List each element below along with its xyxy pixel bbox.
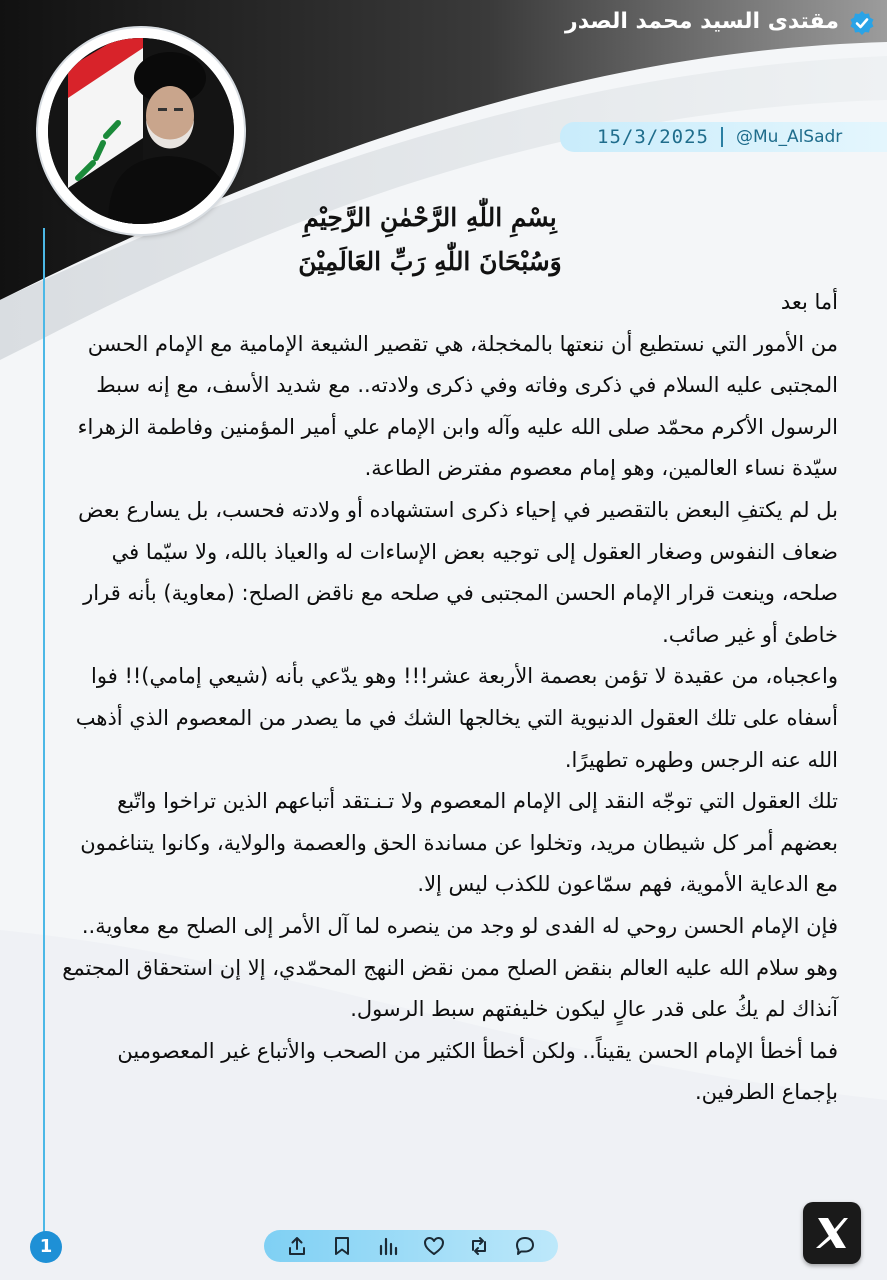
paragraph: أما بعد — [780, 290, 838, 314]
subhan-line: وَسُبْحَانَ اللّٰهِ رَبِّ العَالَمِيْنَ — [298, 247, 562, 276]
reply-icon[interactable] — [514, 1235, 536, 1257]
avatar-portrait — [48, 38, 234, 224]
account-handle[interactable]: @Mu_AlSadr — [736, 127, 843, 147]
paragraph: واعجباه، من عقيدة لا تؤمن بعصمة الأربعة عشر!!! وهو يدّعي بأنه (شيعي إمامي)!! فوا أسفاه على تلك العقول الدنيوية التي يخالجها الشك في ما يصدر من المعصوم الذي أذهب الله عنه الرجس وطهره تطهيرًا. — [75, 664, 838, 772]
views-icon[interactable] — [377, 1235, 399, 1257]
paragraph: من الأمور التي نستطيع أن ننعتها بالمخجلة، هي تقصير الشيعة الإمامية مع الإمام الحسن المجتبى عليه السلام في ذكرى وفاته وفي ذكرى ولادته.. مع شديد الأسف، مع إنه سبط الرسول الأكرم محمّد صلى الله عليه وآله وابن الإمام علي أمير المؤمنين وفاطمة الزهراء سيّدة نساء العالمين، وهو إمام معصوم مفترض الطاعة. — [77, 331, 838, 481]
paragraph: فما أخطأ الإمام الحسن يقيناً.. ولكن أخطأ الكثير من الصحب والأتباع غير المعصومين بإجماع الطرفين. — [117, 1038, 838, 1105]
avatar[interactable] — [48, 38, 234, 224]
account-name[interactable]: مقتدى السيد محمد الصدر — [565, 9, 839, 34]
repost-icon[interactable] — [468, 1235, 490, 1257]
verified-badge-icon — [849, 10, 875, 36]
post-body — [58, 282, 838, 1114]
paragraph: تلك العقول التي توجّه النقد إلى الإمام المعصوم ولا تـنـتقد أتباعهم الذين تراخوا واتّبع بعضهم أمر كل شيطان مريد، وتخلوا عن مساندة الحق والعصمة والولاية، وكانوا يتناغمون مع الدعاية الأموية، فهم سمّاعون للكذب ليس إلا. — [80, 789, 838, 897]
bookmark-icon[interactable] — [331, 1235, 353, 1257]
x-logo-icon[interactable] — [803, 1202, 861, 1264]
post-action-bar — [264, 1230, 558, 1262]
thread-line — [43, 228, 45, 1232]
paragraph: بل لم يكتفِ البعض بالتقصير في إحياء ذكرى استشهاده أو ولادته فحسب، بل يسارع بعض ضعاف النفوس وصغار العقول إلى توجيه بعض الإساءات له والعياذ بالله، ولا سيّما في صلحه، وينعت قرار الإمام الحسن المجتبى في صلحه مع ناقض الصلح: (معاوية) بأنه قرار خاطئ أو غير صائب. — [78, 497, 838, 647]
page-number-badge: 1 — [30, 1231, 62, 1263]
like-icon[interactable] — [423, 1235, 445, 1257]
meta-divider — [721, 127, 723, 147]
share-icon[interactable] — [286, 1235, 308, 1257]
post-date: 15/3/2025 — [597, 126, 709, 148]
basmala: بِسْمِ اللّٰهِ الرَّحْمٰنِ الرَّحِيْمِ — [303, 203, 557, 232]
paragraph: فإن الإمام الحسن روحي له الفدى لو وجد من ينصره لما آل الأمر إلى الصلح مع معاوية.. وهو سلام الله عليه العالم بنقض الصلح ممن نقض النهج المحمّدي، إلا إن استحقاق المجتمع آنذاك لم يكُ على قدر عالٍ ليكون خليفتهم سبط الرسول. — [62, 913, 838, 1022]
